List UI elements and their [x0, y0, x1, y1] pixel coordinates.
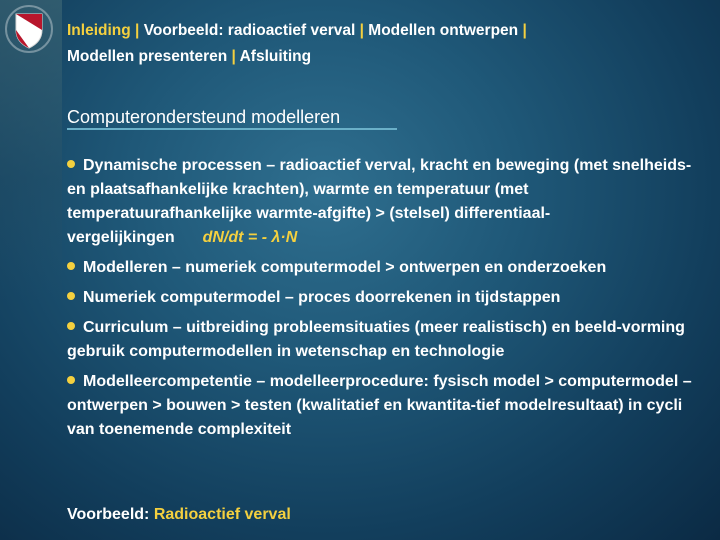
bullet-text: Numeriek computermodel – proces doorrekenen in tijdstappen — [83, 289, 561, 306]
footer-prefix: Voorbeeld: — [67, 506, 150, 523]
bullet-dot-icon — [67, 262, 75, 270]
nav-item-inleiding[interactable]: Inleiding — [67, 22, 131, 39]
university-seal-logo — [0, 0, 62, 300]
bullet-list — [67, 154, 697, 448]
bullet-item — [67, 256, 697, 280]
bullet-text: Modelleercompetentie – modelleerprocedure: fysisch model > computermodel – ontwerpen > bouwen > testen (kwalitatief en kwantita-tief modelresultaat) in cycli van toenemende complexiteit — [67, 373, 692, 438]
bullet-dot-icon — [67, 376, 75, 384]
nav-separator: | — [231, 48, 236, 65]
title-underline — [67, 128, 397, 130]
bullet-item — [67, 154, 697, 250]
nav-item-afsluiting[interactable]: Afsluiting — [239, 48, 312, 65]
formula: dN/dt = - λ·N — [202, 229, 298, 246]
nav-separator: | — [359, 22, 364, 39]
nav-item-modellen-ontwerpen[interactable]: Modellen ontwerpen — [368, 22, 519, 39]
bullet-dot-icon — [67, 160, 75, 168]
nav-separator: | — [135, 22, 140, 39]
bullet-item — [67, 316, 697, 364]
bullet-dot-icon — [67, 292, 75, 300]
nav-item-voorbeeld[interactable]: Voorbeeld: radioactief verval — [143, 22, 356, 39]
bullet-item — [67, 370, 697, 442]
breadcrumb-navigation — [67, 18, 687, 70]
nav-item-modellen-presenteren[interactable]: Modellen presenteren — [67, 48, 228, 65]
bullet-text: Curriculum – uitbreiding probleemsituaties (meer realistisch) en beeld-vorming gebruik computermodellen in wetenschap en technologie — [67, 319, 685, 360]
shield-icon — [4, 4, 54, 54]
nav-separator: | — [522, 22, 527, 39]
footer-link[interactable] — [67, 506, 291, 524]
bullet-item — [67, 286, 697, 310]
bullet-text: Dynamische processen – radioactief verval, kracht en beweging (met snelheids- en plaatsafhankelijke krachten), warmte en temperatuur (met temperatuurafhankelijke warmte-afgifte) > (stelsel) differentiaal-vergelijkingen — [67, 157, 692, 246]
footer-highlight[interactable]: Radioactief verval — [153, 506, 291, 523]
bullet-dot-icon — [67, 322, 75, 330]
bullet-text: Modelleren – numeriek computermodel > ontwerpen en onderzoeken — [83, 259, 607, 276]
slide-title: Computerondersteund modelleren — [67, 107, 341, 127]
